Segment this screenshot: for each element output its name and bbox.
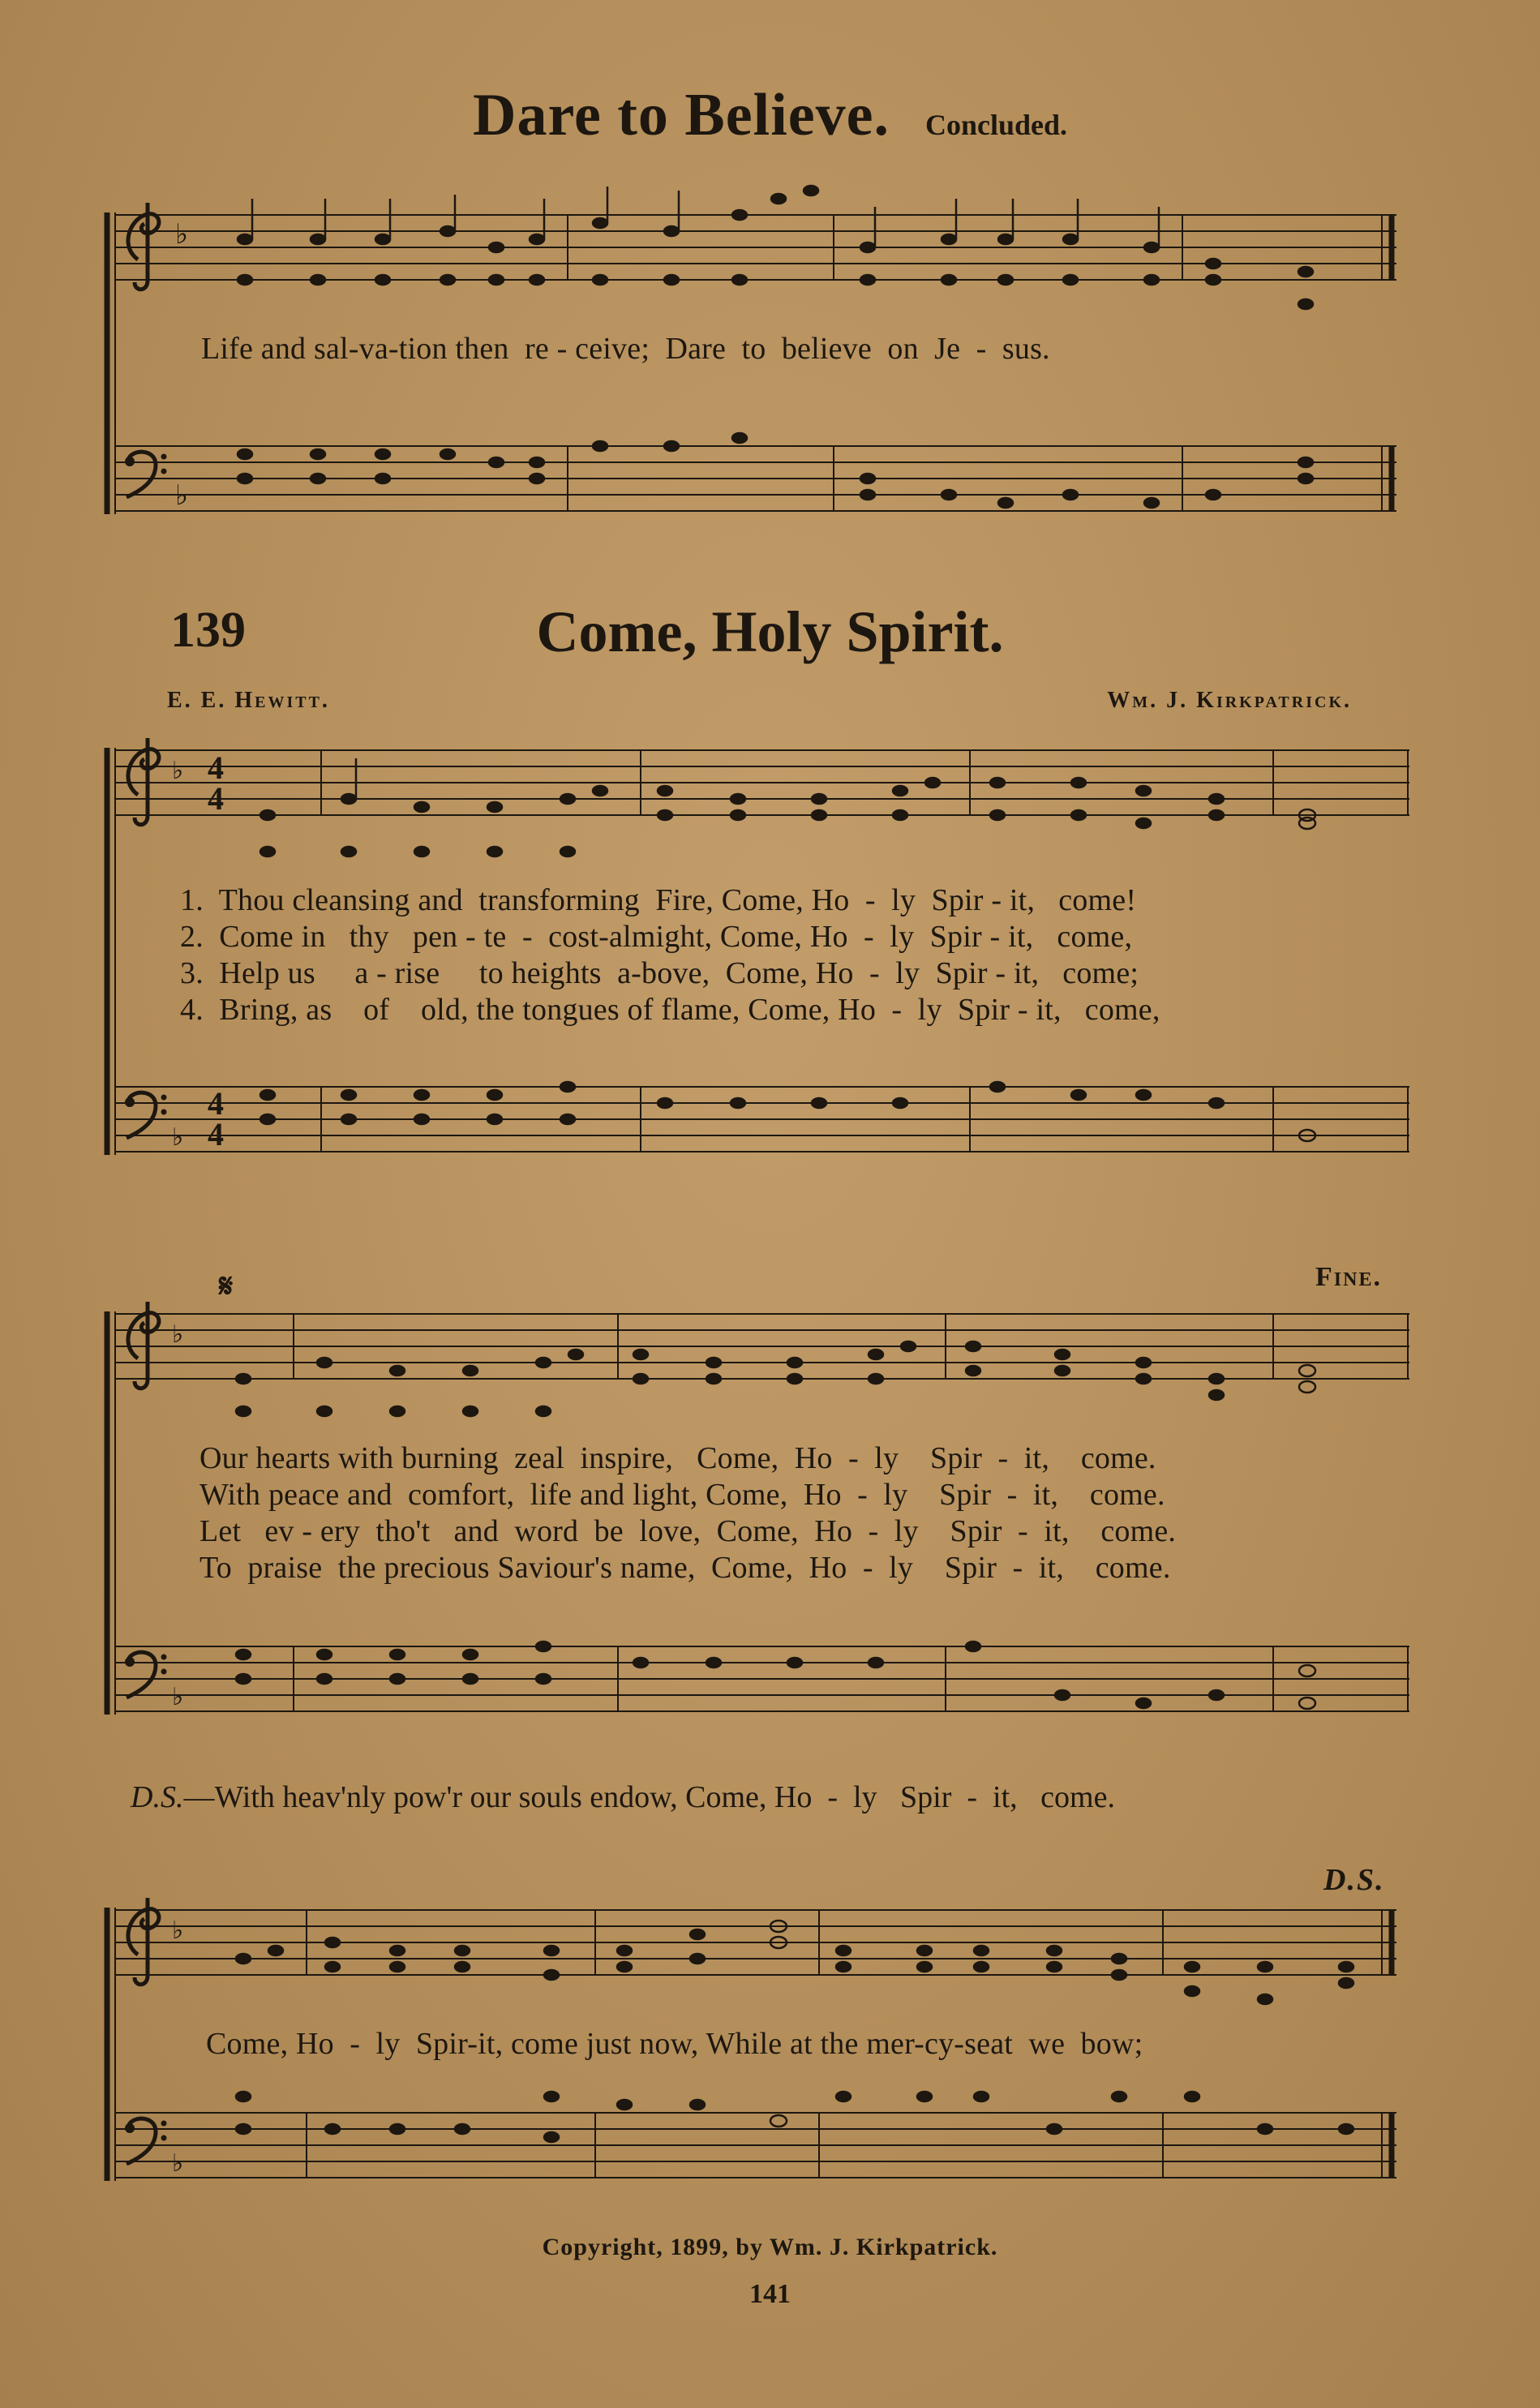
- verse-line: Let ev - ery tho't and word be love, Come, Ho - ly Spir - it, come.: [199, 1514, 1177, 1548]
- svg-text:4: 4: [208, 1085, 224, 1122]
- concluded-lyric-line: Life and sal-va-tion then re - ceive; Dare to believe on Je - sus.: [201, 332, 1050, 366]
- verse-block-1: [180, 882, 1160, 1028]
- svg-text:♭: ♭: [175, 479, 189, 512]
- author-credit: E. E. Hewitt.: [167, 688, 330, 713]
- verse-line: 4. Bring, as of old, the tongues of flame, Come, Ho - ly Spir - it, come,: [180, 993, 1160, 1027]
- hymn-number: 139: [170, 603, 246, 658]
- ds-label: D.S.: [131, 1780, 184, 1814]
- verse-line: 3. Help us a - rise to heights a-bove, Come, Ho - ly Spir - it, come;: [180, 956, 1139, 990]
- svg-text:♭: ♭: [172, 2149, 184, 2178]
- concluded-hymn-title: Dare to Believe.: [473, 82, 890, 148]
- ds-marker: D.S.: [1323, 1863, 1385, 1897]
- svg-text:♭: ♭: [172, 1123, 184, 1152]
- verse-line: 1. Thou cleansing and transforming Fire, Come, Ho - ly Spir - it, come!: [180, 883, 1137, 917]
- composer-credit: Wm. J. Kirkpatrick.: [1107, 688, 1352, 713]
- page-number: 141: [749, 2279, 791, 2309]
- svg-text:4: 4: [208, 780, 224, 817]
- svg-text:♭: ♭: [172, 757, 184, 785]
- verse-block-2: [199, 1440, 1176, 1586]
- system3-lyric-line: Come, Ho - ly Spir-it, come just now, While at the mer-cy-seat we bow;: [206, 2027, 1143, 2061]
- copyright-notice: Copyright, 1899, by Wm. J. Kirkpatrick.: [542, 2234, 998, 2260]
- svg-text:♭: ♭: [175, 218, 189, 251]
- fine-marker: Fine.: [1315, 1262, 1382, 1292]
- svg-text:♭: ♭: [172, 1320, 184, 1349]
- verse-line: Our hearts with burning zeal inspire, Come, Ho - ly Spir - it, come.: [199, 1441, 1156, 1475]
- verse-line: With peace and comfort, life and light, Come, Ho - ly Spir - it, come.: [199, 1478, 1165, 1512]
- svg-text:4: 4: [208, 1116, 224, 1152]
- segno-sign: 𝄋: [219, 1268, 235, 1304]
- svg-text:♭: ♭: [172, 1917, 184, 1945]
- svg-text:4: 4: [208, 749, 224, 786]
- ds-lyric-line: [115, 1744, 1115, 1815]
- ds-text: —With heav'nly pow'r our souls endow, Come, Ho - ly Spir - it, come.: [183, 1780, 1115, 1814]
- hymn-title: Come, Holy Spirit.: [536, 599, 1004, 664]
- verse-line: To praise the precious Saviour's name, Come, Ho - ly Spir - it, come.: [199, 1551, 1171, 1585]
- svg-text:♭: ♭: [172, 1683, 184, 1711]
- verse-line: 2. Come in thy pen - te - cost-almight, Come, Ho - ly Spir - it, come,: [180, 920, 1133, 954]
- concluded-label: Concluded.: [924, 109, 1067, 141]
